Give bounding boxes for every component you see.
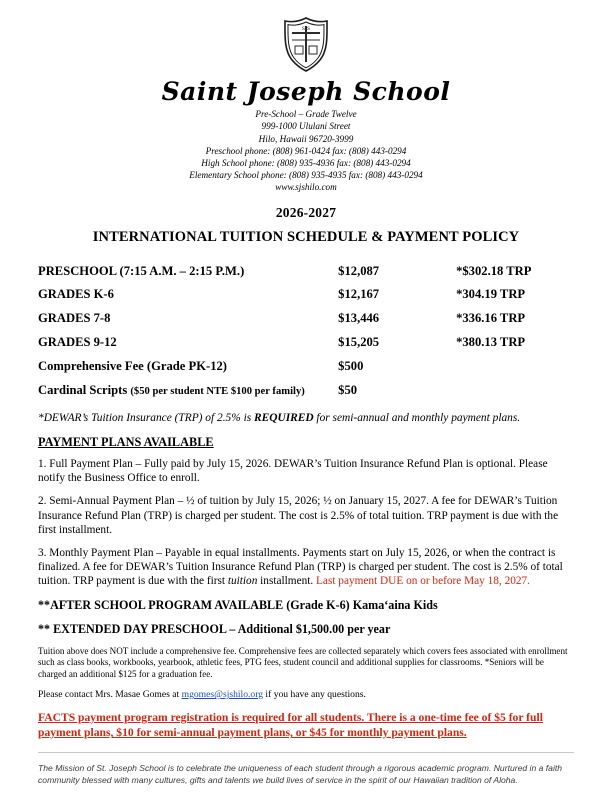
tuition-amount: $12,167 xyxy=(338,287,380,302)
cardinal-scripts-sub: ($50 per student NTE $100 per family) xyxy=(130,385,305,397)
tuition-label: PRESCHOOL (7:15 A.M. – 2:15 P.M.) xyxy=(38,263,245,278)
payment-plan-1: 1. Full Payment Plan – Fully paid by July 15, 2026. DEWAR’s Tuition Insurance Refund Plan is optional. Please notify the Business Office to enroll. xyxy=(38,457,548,485)
website: www.sjshilo.com xyxy=(275,182,337,193)
cardinal-scripts-label xyxy=(38,378,338,402)
payment-plans-heading: PAYMENT PLANS AVAILABLE xyxy=(38,434,214,449)
payment-plan-3-part1: 3. Monthly Payment Plan – Payable in equal installments. Payments start on July 15, 2026, or when the contract is finalized. A fee for DEWAR’s Tuition Insurance Refund Plan (TRP) is charged per student. The cost is 2.5% of total tuition. TRP payment is due with the first xyxy=(38,547,563,588)
crest-container xyxy=(38,16,574,77)
table-row xyxy=(38,354,574,378)
tuition-trp: *380.13 TRP xyxy=(456,334,526,349)
table-row xyxy=(38,331,574,355)
cardinal-scripts-amount: $50 xyxy=(338,382,358,397)
trp-note-emphasis: REQUIRED xyxy=(254,411,314,424)
trp-note-suffix: for semi-annual and monthly payment plans. xyxy=(313,411,521,424)
tuition-amount: $15,205 xyxy=(338,334,380,349)
tuition-table xyxy=(38,259,574,402)
fine-print: Tuition above does NOT include a comprehensive fee. Comprehensive fees are collected separately which covers fees associated with enrollment such as class books, workbooks, yearbook, athletic fees, PTG fees, student council and additional supplies for classrooms. *Seniors will be charged an additional $125 for a graduation fee. xyxy=(38,645,568,680)
school-name: Saint Joseph School xyxy=(161,77,451,106)
tuition-label: GRADES 7-8 xyxy=(38,311,111,326)
school-year: 2026-2027 xyxy=(275,205,337,221)
contact-prefix: Please contact Mrs. Masae Gomes at xyxy=(38,689,182,701)
tuition-amount: $12,087 xyxy=(338,263,380,278)
table-row xyxy=(38,283,574,307)
page-title: INTERNATIONAL TUITION SCHEDULE & PAYMENT POLICY xyxy=(92,229,520,246)
comprehensive-fee-amount: $500 xyxy=(338,358,364,373)
phone-preschool: Preschool phone: (808) 961-0424 fax: (808) 443-0294 xyxy=(205,145,407,156)
tuition-trp: *$302.18 TRP xyxy=(456,263,532,278)
tuition-label: GRADES K-6 xyxy=(38,287,114,302)
cardinal-scripts-trp xyxy=(456,378,574,402)
table-row xyxy=(38,259,574,283)
tuition-label: GRADES 9-12 xyxy=(38,334,117,349)
svg-text:SJS: SJS xyxy=(301,26,311,32)
trp-note xyxy=(38,412,574,424)
contact-email-link[interactable]: mgomes@sjshilo.org xyxy=(181,689,264,701)
phone-high-school: High School phone: (808) 935-4936 fax: (808) 443-0294 xyxy=(201,157,411,168)
payment-plan-3-deadline: Last payment DUE on or before May 18, 2027. xyxy=(316,575,530,588)
contact-suffix: if you have any questions. xyxy=(263,689,366,701)
mission-statement: The Mission of St. Joseph School is to celebrate the uniqueness of each student through a rigorous academic program. Nurtured in a faith community blessed with many cultures, gifts and talents we build lives of service in the spirit of our Hawaiian tradition of Aloha. xyxy=(38,763,563,786)
payment-plan-3 xyxy=(38,546,574,589)
payment-plan-2: 2. Semi-Annual Payment Plan – ½ of tuition by July 15, 2026; ½ on January 15, 2027. A fee for DEWAR’s Tuition Insurance Refund Plan (TRP) is charged per student. The cost is 2.5% of total tuition. TRP payment is due with the first installment. xyxy=(38,495,559,536)
divider xyxy=(38,752,574,753)
tuition-trp: *336.16 TRP xyxy=(456,311,526,326)
extended-day-preschool: ** EXTENDED DAY PRESCHOOL – Additional $1,500.00 per year xyxy=(38,621,391,636)
contact-line xyxy=(38,689,574,700)
school-crest-icon xyxy=(280,16,332,77)
payment-plan-3-part2: installment. xyxy=(257,575,317,588)
cardinal-scripts-main: Cardinal Scripts xyxy=(38,382,131,397)
phone-elementary-school: Elementary School phone: (808) 935-4935 fax: (808) 443-0294 xyxy=(189,169,423,180)
tuition-trp: *304.19 TRP xyxy=(456,287,526,302)
tuition-amount: $13,446 xyxy=(338,311,380,326)
after-school-program: **AFTER SCHOOL PROGRAM AVAILABLE (Grade K-6) Kama‘aina Kids xyxy=(38,597,438,612)
payment-plan-3-italic: tuition xyxy=(227,575,258,588)
table-row xyxy=(38,307,574,331)
address-line-1: 999-1000 Ululani Street xyxy=(261,121,351,132)
address-block xyxy=(38,108,574,193)
address-line-2: Hilo, Hawaii 96720-3999 xyxy=(258,133,354,144)
school-tagline: Pre-School – Grade Twelve xyxy=(255,109,357,120)
facts-registration-notice: FACTS payment program registration is required for all students. There is a one-time fee of $5 for full payment plans, $10 for semi-annual payment plans, or $45 for monthly payment plans. xyxy=(38,711,543,740)
table-row xyxy=(38,378,574,402)
comprehensive-fee-trp xyxy=(456,354,574,378)
comprehensive-fee-label: Comprehensive Fee (Grade PK-12) xyxy=(38,358,227,373)
trp-note-prefix: *DEWAR’s Tuition Insurance (TRP) of 2.5% is xyxy=(38,411,255,424)
